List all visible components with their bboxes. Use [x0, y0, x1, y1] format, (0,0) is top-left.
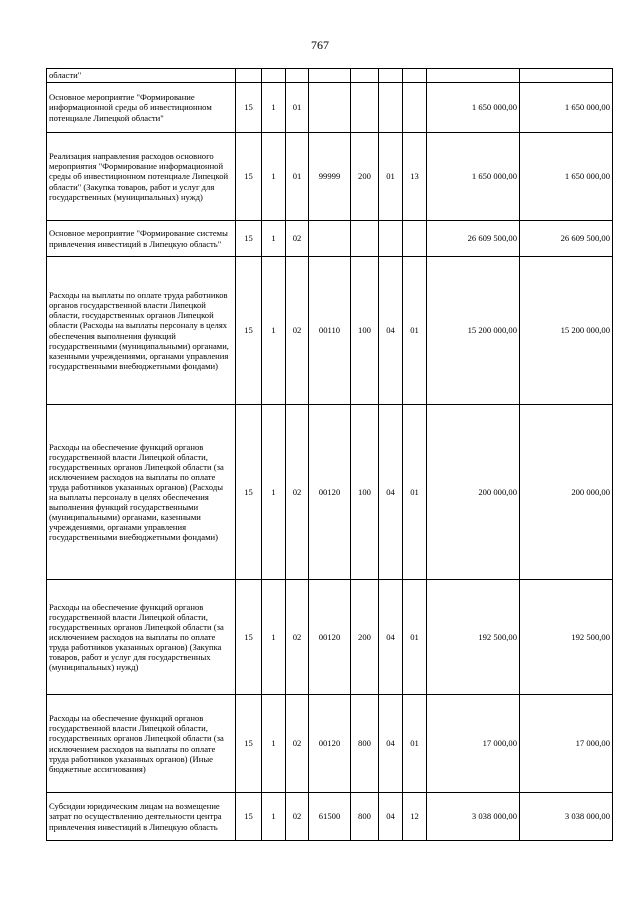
- subsection-code: [403, 83, 427, 133]
- measure-code: [286, 69, 309, 83]
- section-code: 04: [379, 257, 403, 405]
- section-code: 01: [379, 133, 403, 221]
- expense-type-code: 800: [351, 793, 379, 841]
- expense-type-code: [351, 221, 379, 257]
- subsection-code: 01: [403, 405, 427, 580]
- amount-year-1: 17 000,00: [427, 695, 520, 793]
- subprogram-code: 1: [262, 83, 286, 133]
- row-name: Расходы на выплаты по оплате труда работников органов государственной власти Липецкой области, государственных органов Липецкой области (Расходы на выплаты персоналу в целях обеспечения выполнения функций государственными (муниципальными) органами, казенными учреждениями, органами управления государственными внебюджетными фондами): [47, 257, 236, 405]
- row-name: Основное мероприятие "Формирование информационной среды об инвестиционном потенциале Липецкой области": [47, 83, 236, 133]
- subsection-code: 12: [403, 793, 427, 841]
- amount-year-1: 1 650 000,00: [427, 83, 520, 133]
- amount-year-2: 192 500,00: [520, 580, 613, 695]
- subprogram-code: 1: [262, 221, 286, 257]
- program-code: 15: [236, 133, 262, 221]
- subprogram-code: 1: [262, 133, 286, 221]
- program-code: 15: [236, 405, 262, 580]
- expense-type-code: 800: [351, 695, 379, 793]
- expense-type-code: 100: [351, 257, 379, 405]
- measure-code: 02: [286, 580, 309, 695]
- amount-year-1: 15 200 000,00: [427, 257, 520, 405]
- amount-year-1: 3 038 000,00: [427, 793, 520, 841]
- amount-year-1: [427, 69, 520, 83]
- amount-year-2: 26 609 500,00: [520, 221, 613, 257]
- measure-code: 02: [286, 793, 309, 841]
- row-name: Расходы на обеспечение функций органов государственной власти Липецкой области, государственных органов Липецкой области (за исключением расходов на выплаты по оплате труда работников указанных органов) (Иные бюджетные ассигнования): [47, 695, 236, 793]
- subsection-code: 01: [403, 695, 427, 793]
- amount-year-2: 200 000,00: [520, 405, 613, 580]
- expense-direction-code: 00110: [309, 257, 351, 405]
- expense-direction-code: [309, 83, 351, 133]
- expense-direction-code: [309, 69, 351, 83]
- program-code: 15: [236, 83, 262, 133]
- table-row: [47, 133, 613, 221]
- amount-year-1: 200 000,00: [427, 405, 520, 580]
- measure-code: 02: [286, 257, 309, 405]
- table-row: [47, 257, 613, 405]
- program-code: 15: [236, 257, 262, 405]
- subprogram-code: [262, 69, 286, 83]
- row-name: Расходы на обеспечение функций органов государственной власти Липецкой области, государственных органов Липецкой области (за исключением расходов на выплаты по оплате труда работников указанных органов) (Расходы на выплаты персоналу в целях обеспечения выполнения функций государственными (муниципальными) органами, казенными учреждениями, органами управления государственными внебюджетными фондами): [47, 405, 236, 580]
- subsection-code: 01: [403, 257, 427, 405]
- table-row: [47, 221, 613, 257]
- row-name: Основное мероприятие "Формирование системы привлечения инвестиций в Липецкую область": [47, 221, 236, 257]
- measure-code: 01: [286, 133, 309, 221]
- amount-year-1: 26 609 500,00: [427, 221, 520, 257]
- row-name: Реализация направления расходов основного мероприятия "Формирование информационной среды об инвестиционном потенциале Липецкой области" (Закупка товаров, работ и услуг для государственных (муниципальных) нужд): [47, 133, 236, 221]
- subsection-code: 01: [403, 580, 427, 695]
- section-code: 04: [379, 580, 403, 695]
- amount-year-1: 1 650 000,00: [427, 133, 520, 221]
- amount-year-2: 3 038 000,00: [520, 793, 613, 841]
- expense-type-code: [351, 69, 379, 83]
- row-name: области": [47, 69, 236, 83]
- table-row: [47, 580, 613, 695]
- section-code: [379, 221, 403, 257]
- section-code: [379, 83, 403, 133]
- program-code: 15: [236, 221, 262, 257]
- measure-code: 02: [286, 405, 309, 580]
- amount-year-1: 192 500,00: [427, 580, 520, 695]
- program-code: 15: [236, 793, 262, 841]
- subprogram-code: 1: [262, 257, 286, 405]
- program-code: 15: [236, 580, 262, 695]
- subprogram-code: 1: [262, 695, 286, 793]
- expense-direction-code: 61500: [309, 793, 351, 841]
- subsection-code: [403, 221, 427, 257]
- section-code: 04: [379, 695, 403, 793]
- program-code: 15: [236, 695, 262, 793]
- program-code: [236, 69, 262, 83]
- table-row: [47, 405, 613, 580]
- subsection-code: 13: [403, 133, 427, 221]
- table-row: [47, 695, 613, 793]
- expense-direction-code: 00120: [309, 695, 351, 793]
- table-row: [47, 83, 613, 133]
- expense-direction-code: 00120: [309, 580, 351, 695]
- subprogram-code: 1: [262, 580, 286, 695]
- budget-table: [46, 68, 613, 841]
- table-row: [47, 793, 613, 841]
- expense-type-code: [351, 83, 379, 133]
- row-name: Субсидии юридическим лицам на возмещение затрат по осуществлению деятельности центра привлечения инвестиций в Липецкую область: [47, 793, 236, 841]
- row-name: Расходы на обеспечение функций органов государственной власти Липецкой области, государственных органов Липецкой области (за исключением расходов на выплаты по оплате труда работников указанных органов) (Закупка товаров, работ и услуг для государственных (муниципальных) нужд): [47, 580, 236, 695]
- measure-code: 02: [286, 695, 309, 793]
- expense-direction-code: [309, 221, 351, 257]
- amount-year-2: 1 650 000,00: [520, 83, 613, 133]
- amount-year-2: 1 650 000,00: [520, 133, 613, 221]
- section-code: [379, 69, 403, 83]
- section-code: 04: [379, 405, 403, 580]
- table-row: [47, 69, 613, 83]
- amount-year-2: 17 000,00: [520, 695, 613, 793]
- expense-direction-code: 99999: [309, 133, 351, 221]
- subprogram-code: 1: [262, 405, 286, 580]
- expense-type-code: 100: [351, 405, 379, 580]
- amount-year-2: 15 200 000,00: [520, 257, 613, 405]
- page-number: 767: [311, 38, 329, 52]
- subsection-code: [403, 69, 427, 83]
- expense-type-code: 200: [351, 580, 379, 695]
- subprogram-code: 1: [262, 793, 286, 841]
- measure-code: 02: [286, 221, 309, 257]
- measure-code: 01: [286, 83, 309, 133]
- section-code: 04: [379, 793, 403, 841]
- amount-year-2: [520, 69, 613, 83]
- expense-direction-code: 00120: [309, 405, 351, 580]
- expense-type-code: 200: [351, 133, 379, 221]
